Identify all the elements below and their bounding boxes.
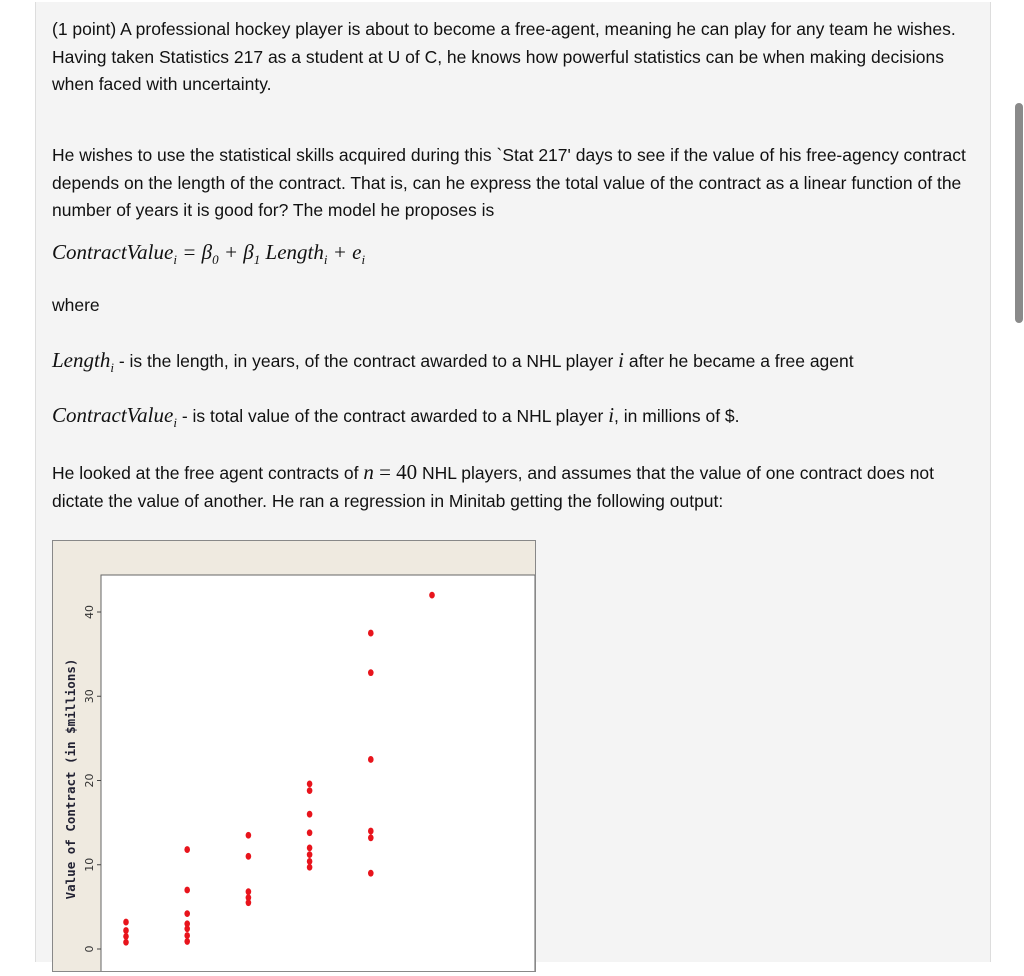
model-length: Length: [260, 240, 324, 264]
data-description: [52, 459, 977, 515]
data-point: [368, 756, 374, 763]
data-point: [246, 899, 252, 906]
where-text: where: [52, 295, 100, 315]
model-sub-i: i: [173, 252, 177, 268]
y-tick-label: 10: [83, 857, 96, 872]
data-point: [123, 919, 129, 926]
value-var-sub: i: [173, 415, 177, 431]
data-post: NHL players, and assumes that the value of one contract does not dictate the value of another. He ran a regression in Minitab getting the following output:: [52, 463, 935, 511]
data-point: [368, 828, 374, 835]
length-def-text: - is the length, in years, of the contract awarded to a NHL player: [113, 351, 619, 371]
data-point: [184, 846, 190, 853]
question-intro: (1 point) A professional hockey player is about to become a free-agent, meaning he can play for any team he wishes. Having taken Statistics 217 as a student at U of C, he knows how powerful statistics can be when making decisions when faced with uncertainty.: [52, 19, 956, 94]
data-point: [307, 787, 313, 794]
value-definition: [52, 402, 740, 436]
y-tick-label: 40: [83, 605, 96, 619]
data-point: [184, 932, 190, 939]
data-point: [368, 630, 374, 637]
model-eq: = β: [176, 240, 213, 264]
y-tick-label: 20: [83, 773, 96, 788]
y-tick-label: 0: [83, 945, 96, 953]
scatter-chart: [53, 541, 535, 971]
scatter-chart-frame: [52, 540, 536, 972]
value-def-text: - is total value of the contract awarded to a NHL player: [176, 406, 609, 426]
data-point: [307, 780, 313, 787]
data-eq: = 40: [373, 460, 418, 484]
data-point: [184, 938, 190, 945]
length-var: Length: [52, 348, 111, 372]
data-point: [123, 927, 129, 934]
length-definition: [52, 347, 854, 381]
data-point: [246, 853, 252, 860]
data-point: [123, 933, 129, 940]
data-point: [307, 829, 313, 836]
data-point: [246, 888, 252, 895]
data-point: [307, 858, 313, 865]
model-b1-sub: 1: [253, 252, 261, 268]
model-plus1: + β: [218, 240, 254, 264]
data-point: [184, 887, 190, 894]
y-axis-label: Value of Contract (in $millions): [63, 658, 78, 900]
data-point: [307, 845, 313, 852]
length-var-sub: i: [110, 360, 114, 376]
y-axis: [83, 605, 101, 953]
vertical-scrollbar[interactable]: [1015, 103, 1023, 323]
model-plus2: + e: [327, 240, 362, 264]
length-def-tail: after he became a free agent: [624, 351, 854, 371]
data-point: [429, 592, 435, 599]
data-point: [368, 870, 374, 877]
value-var: ContractValue: [52, 403, 174, 427]
data-point: [307, 864, 313, 871]
data-point: [307, 851, 313, 858]
model-b0-sub: 0: [212, 252, 219, 268]
model-equation: [52, 239, 365, 273]
model-length-sub: i: [323, 252, 328, 268]
y-tick-label: 30: [83, 689, 96, 704]
value-def-tail: , in millions of $.: [614, 406, 740, 426]
data-point: [368, 669, 374, 676]
data-pre: He looked at the free agent contracts of: [52, 463, 364, 483]
model-lhs: ContractValue: [52, 240, 174, 264]
model-error-sub: i: [361, 252, 366, 268]
value-def-i: i: [608, 403, 615, 427]
question-purpose: He wishes to use the statistical skills acquired during this `Stat 217' days to see if the value of his free-agency contract depends on the length of the contract. That is, can he express the total value of the contract as a linear function of the number of years it is good for? The model he proposes is: [52, 145, 966, 220]
data-point: [123, 939, 129, 946]
data-point: [368, 834, 374, 841]
data-point: [184, 925, 190, 932]
plot-area: [101, 575, 535, 971]
question-card: [35, 2, 991, 962]
data-point: [246, 832, 252, 839]
length-def-i: i: [618, 348, 625, 372]
data-point: [307, 811, 313, 818]
data-n: n: [363, 460, 374, 484]
data-point: [184, 910, 190, 917]
